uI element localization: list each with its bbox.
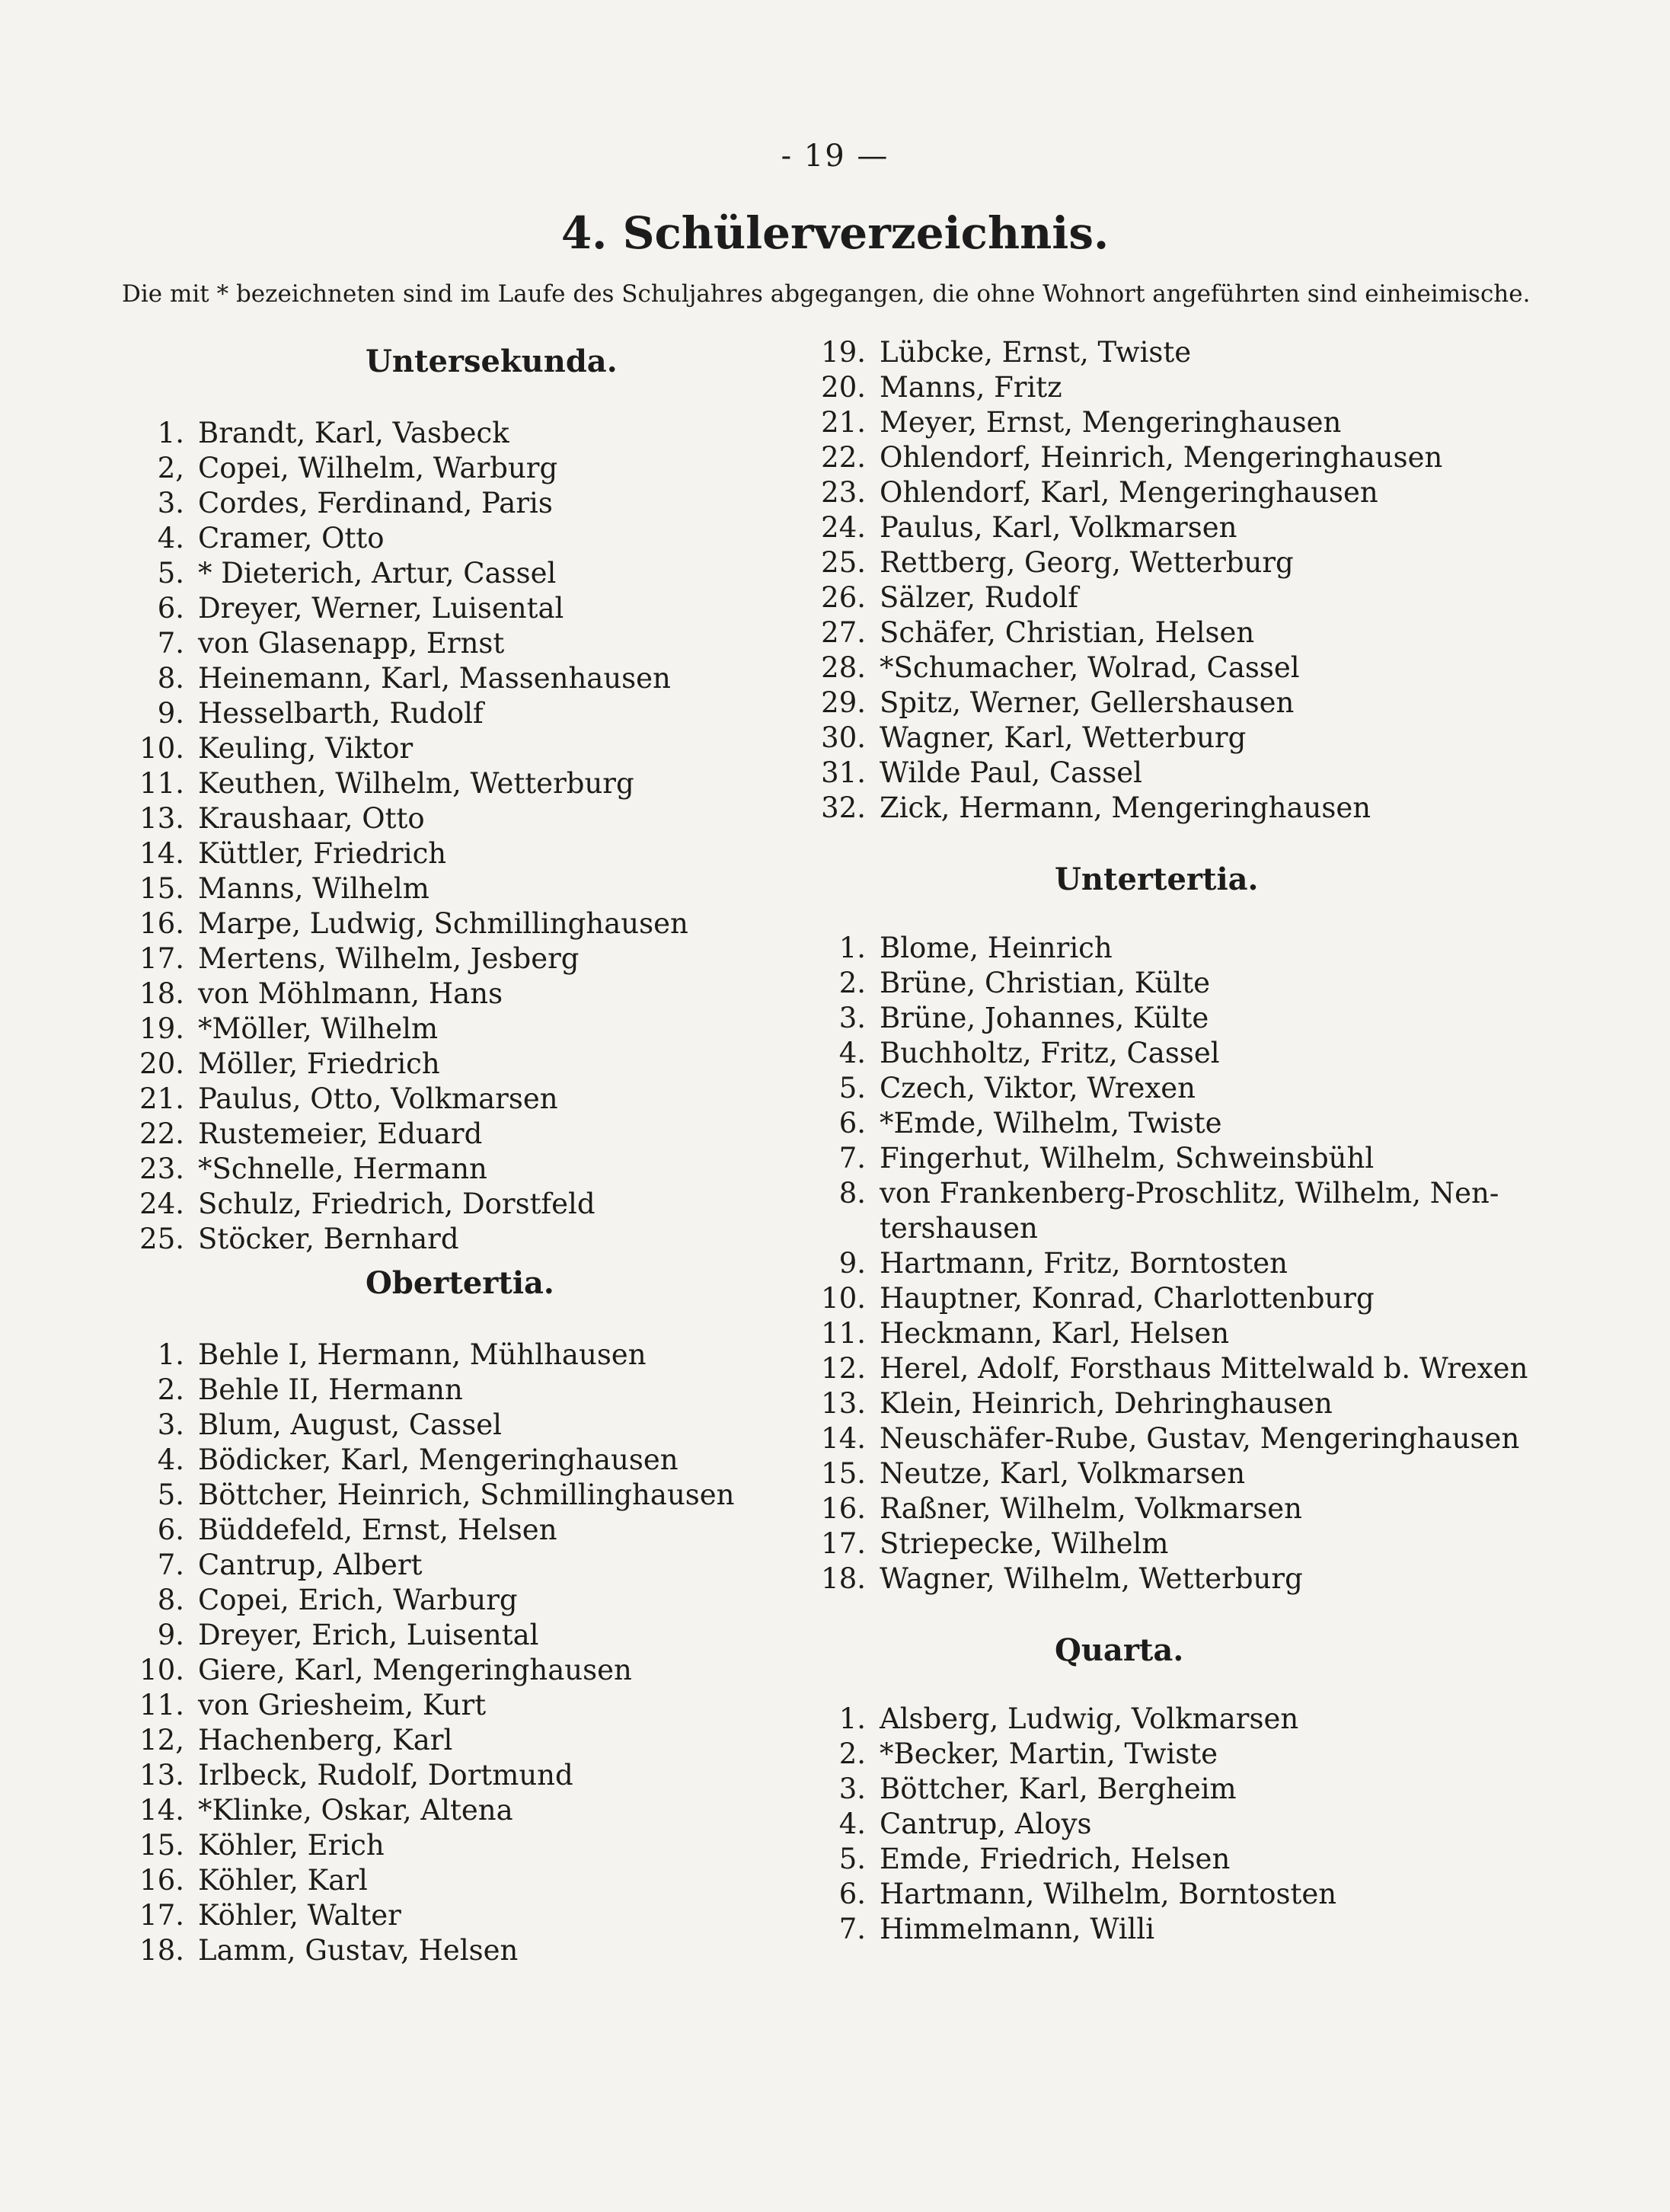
student-name: Behle II, Hermann [198,1373,463,1406]
entry-number: 3. [838,1772,866,1805]
entry-number: 4. [838,1037,866,1069]
entry-number: 26. [821,581,866,614]
student-name: Behle I, Hermann, Mühlhausen [198,1338,647,1371]
entry-number: 6. [157,592,184,625]
entry-number: 22. [821,441,866,474]
student-entry [122,521,792,556]
student-entry [122,1793,792,1828]
student-name: Schulz, Friedrich, Dorstfeld [198,1188,596,1220]
student-entry [803,1351,1528,1386]
student-entry [122,626,792,661]
student-name: Köhler, Walter [198,1899,401,1932]
entry-number: 10. [139,732,184,765]
entry-number: 13. [139,802,184,835]
student-entry [803,475,1504,510]
entry-number: 16. [821,1492,866,1525]
entry-number: 13. [821,1387,866,1420]
entry-number: 18. [139,977,184,1010]
student-name: Wagner, Wilhelm, Wetterburg [880,1562,1303,1595]
student-name: * Dieterich, Artur, Cassel [198,557,557,590]
student-entry [122,1408,792,1443]
entry-number: 3. [157,1408,184,1441]
student-entry [803,686,1504,721]
student-entry [122,556,792,591]
student-name: Ohlendorf, Karl, Mengeringhausen [880,476,1378,509]
class-heading: Obertertia. [366,1265,554,1301]
entry-number: 2. [838,1737,866,1770]
student-name: Heckmann, Karl, Helsen [880,1317,1230,1350]
entry-number: 2, [157,452,184,484]
student-name: Hachenberg, Karl [198,1724,453,1756]
student-name: Neuschäfer-Rube, Gustav, Mengeringhausen [880,1422,1520,1455]
entry-number: 16. [139,907,184,940]
footnote-legend: Die mit * bezeichneten sind im Laufe des Schuljahres abgegangen, die ohne Wohnort angeführten sind einheimische. [122,280,1531,308]
entry-number: 28. [821,651,866,684]
entry-number: 4. [157,522,184,555]
entry-number: 8. [157,662,184,695]
student-name: Mertens, Wilhelm, Jesberg [198,942,580,975]
student-name: Köhler, Erich [198,1829,385,1862]
student-name: Cramer, Otto [198,522,385,555]
student-name: Schäfer, Christian, Helsen [880,616,1255,649]
entry-number: 20. [139,1047,184,1080]
entry-number: 4. [838,1808,866,1840]
student-entry [803,440,1504,475]
student-name: Spitz, Werner, Gellershausen [880,686,1295,719]
student-name: von Möhlmann, Hans [198,977,503,1010]
student-name: *Klinke, Oskar, Altena [198,1794,513,1827]
entry-number: 29. [821,686,866,719]
student-entry [122,1618,792,1653]
student-name: Fingerhut, Wilhelm, Schweinsbühl [880,1142,1375,1175]
entry-number: 9. [838,1247,866,1280]
student-entry [122,941,792,977]
student-entry [803,1281,1504,1316]
student-entry [122,731,792,766]
student-entry [122,1478,792,1513]
student-name: von Glasenapp, Ernst [198,627,505,660]
entry-number: 9. [157,697,184,730]
student-name: Keuthen, Wilhelm, Wetterburg [198,767,634,800]
student-name: Raßner, Wilhelm, Volkmarsen [880,1492,1302,1525]
student-name: Himmelmann, Willi [880,1913,1155,1945]
entry-number: 25. [139,1223,184,1255]
entry-number: 3. [157,487,184,519]
class-heading: Quarta. [1055,1632,1184,1668]
student-name: *Schumacher, Wolrad, Cassel [880,651,1300,684]
student-name: Köhler, Karl [198,1864,368,1897]
student-entry [122,1653,792,1688]
student-entry [803,1001,1504,1036]
student-entry [803,1421,1520,1456]
student-name: Manns, Fritz [880,371,1062,404]
entry-number: 6. [838,1878,866,1910]
student-name: Irlbeck, Rudolf, Dortmund [198,1759,573,1792]
entry-number: 15. [821,1457,866,1490]
student-name: Kraushaar, Otto [198,802,425,835]
entry-number: 14. [821,1422,866,1455]
student-entry [122,1898,792,1933]
student-name: Zick, Hermann, Mengeringhausen [880,791,1371,824]
student-name: Giere, Karl, Mengeringhausen [198,1654,632,1686]
student-name: Böttcher, Karl, Bergheim [880,1772,1237,1805]
entry-number: 5. [157,1478,184,1511]
entry-number: 3. [838,1002,866,1034]
entry-number: 32. [821,791,866,824]
entry-number: 22. [139,1117,184,1150]
student-entry [803,1526,1504,1562]
entry-number: 14. [139,837,184,870]
student-name: Dreyer, Werner, Luisental [198,592,564,625]
student-entry [803,405,1504,440]
student-entry [122,1373,792,1408]
student-entry [122,1863,792,1898]
student-name: Hauptner, Konrad, Charlottenburg [880,1282,1375,1315]
student-entry [122,1933,792,1968]
entry-number: 9. [157,1619,184,1651]
entry-number: 5. [157,557,184,590]
entry-number: 1. [838,932,866,964]
entry-number: 13. [139,1759,184,1792]
entry-number: 4. [157,1443,184,1476]
student-name: Cordes, Ferdinand, Paris [198,487,553,519]
student-entry [803,650,1504,686]
entry-number: 21. [821,406,866,439]
student-entry [803,931,1504,966]
entry-number: 17. [139,1899,184,1932]
student-entry [803,1456,1504,1491]
student-name: Küttler, Friedrich [198,837,447,870]
student-entry [122,1548,792,1583]
entry-number: 24. [821,511,866,544]
student-name: Buchholtz, Fritz, Cassel [880,1037,1220,1069]
entry-number: 1. [157,1338,184,1371]
student-entry [122,696,792,731]
student-name: von Griesheim, Kurt [198,1689,487,1721]
student-entry [803,1491,1504,1526]
page-title: 4. Schülerverzeichnis. [560,207,1110,259]
student-name: Wagner, Karl, Wetterburg [880,721,1247,754]
student-name: Czech, Viktor, Wrexen [880,1072,1196,1104]
entry-number: 30. [821,721,866,754]
entry-number: 7. [838,1142,866,1175]
student-entry [122,836,792,871]
entry-number: 1. [157,417,184,449]
student-entry [122,766,792,801]
student-name: Marpe, Ludwig, Schmillinghausen [198,907,688,940]
student-entry [803,1386,1504,1421]
student-name-continuation: tershausen [880,1212,1038,1245]
student-name: Ohlendorf, Heinrich, Mengeringhausen [880,441,1443,474]
student-name: Herel, Adolf, Forsthaus Mittelwald b. Wrexen [880,1352,1528,1385]
entry-number: 1. [838,1702,866,1735]
entry-number: 11. [139,1689,184,1721]
student-name: *Möller, Wilhelm [198,1012,439,1045]
student-entry [122,1117,792,1152]
entry-number: 21. [139,1082,184,1115]
entry-number: 2. [838,967,866,999]
student-entry [122,1222,792,1257]
student-entry [803,1246,1504,1281]
student-name: Copei, Erich, Warburg [198,1584,518,1616]
student-name: Blome, Heinrich [880,932,1113,964]
student-name: Rettberg, Georg, Wetterburg [880,546,1294,579]
student-name: Brüne, Johannes, Külte [880,1002,1209,1034]
student-name: Meyer, Ernst, Mengeringhausen [880,406,1342,439]
student-entry [122,871,792,906]
student-entry [803,1176,1504,1211]
student-entry [803,1702,1504,1737]
entry-number: 5. [838,1843,866,1875]
student-entry [122,1513,792,1548]
entry-number: 11. [821,1317,866,1350]
student-entry [122,906,792,941]
student-entry [803,1071,1504,1106]
student-entry [803,370,1504,405]
entry-number: 23. [139,1152,184,1185]
entry-number: 5. [838,1072,866,1104]
student-entry [122,1187,792,1222]
entry-number: 18. [139,1934,184,1967]
entry-number: 7. [157,1549,184,1581]
entry-number: 7. [157,627,184,660]
entry-number: 17. [139,942,184,975]
student-entry [803,1562,1504,1597]
student-entry [122,977,792,1012]
entry-number: 19. [821,336,866,369]
entry-number: 15. [139,872,184,905]
student-name: Manns, Wilhelm [198,872,429,905]
student-name: Cantrup, Aloys [880,1808,1092,1840]
student-name: Böttcher, Heinrich, Schmillinghausen [198,1478,735,1511]
entry-number: 11. [139,767,184,800]
student-name: Cantrup, Albert [198,1549,423,1581]
entry-number: 6. [157,1514,184,1546]
entry-number: 18. [821,1562,866,1595]
student-entry [122,1152,792,1187]
student-name: Brüne, Christian, Külte [880,967,1210,999]
student-entry [803,1772,1504,1807]
student-entry [122,661,792,696]
entry-number: 16. [139,1864,184,1897]
left-column [122,335,792,1968]
entry-number: 19. [139,1012,184,1045]
student-entry [122,1012,792,1047]
student-name: Dreyer, Erich, Luisental [198,1619,539,1651]
student-entry [803,721,1504,756]
student-entry [122,1443,792,1478]
student-name: Sälzer, Rudolf [880,581,1078,614]
entry-number: 8. [838,1177,866,1210]
student-entry [803,1912,1504,1947]
student-name: von Frankenberg-Proschlitz, Wilhelm, Nen- [880,1177,1499,1210]
entry-number: 12. [821,1352,866,1385]
class-heading: Untersekunda. [366,344,618,379]
student-name: Hesselbarth, Rudolf [198,697,484,730]
student-entry [122,451,792,486]
entry-number: 27. [821,616,866,649]
student-name: Copei, Wilhelm, Warburg [198,452,558,484]
student-entry [803,1316,1504,1351]
student-entry [122,1688,792,1723]
entry-number: 10. [139,1654,184,1686]
student-entry [122,1082,792,1117]
entry-number: 2. [157,1373,184,1406]
student-entry [803,545,1504,580]
entry-number: 25. [821,546,866,579]
student-name: Hartmann, Fritz, Borntosten [880,1247,1288,1280]
student-name: Büddefeld, Ernst, Helsen [198,1514,557,1546]
student-name: *Emde, Wilhelm, Twiste [880,1107,1222,1140]
student-name: Stöcker, Bernhard [198,1223,459,1255]
student-entry-continuation [803,1211,1504,1246]
entry-number: 8. [157,1584,184,1616]
student-entry [803,1106,1504,1141]
entry-number: 12, [139,1724,184,1756]
student-name: Bödicker, Karl, Mengeringhausen [198,1443,679,1476]
student-name: Möller, Friedrich [198,1047,440,1080]
student-name: *Schnelle, Hermann [198,1152,487,1185]
entry-number: 10. [821,1282,866,1315]
student-name: Hartmann, Wilhelm, Borntosten [880,1878,1337,1910]
student-entry [803,335,1504,370]
student-entry [122,416,792,451]
student-entry [122,1338,792,1373]
student-name: Neutze, Karl, Volkmarsen [880,1457,1246,1490]
entry-number: 6. [838,1107,866,1140]
student-name: Paulus, Karl, Volkmarsen [880,511,1237,544]
student-entry [803,1141,1504,1176]
student-name: Alsberg, Ludwig, Volkmarsen [880,1702,1299,1735]
student-entry [803,510,1504,545]
entry-number: 15. [139,1829,184,1862]
student-entry [122,1758,792,1793]
student-entry [122,1583,792,1618]
student-entry [803,1036,1504,1071]
student-name: Emde, Friedrich, Helsen [880,1843,1231,1875]
student-name: Lamm, Gustav, Helsen [198,1934,519,1967]
student-entry [803,1842,1504,1877]
entry-number: 31. [821,756,866,789]
student-name: Brandt, Karl, Vasbeck [198,417,509,449]
student-name: Wilde Paul, Cassel [880,756,1142,789]
right-column [803,335,1528,1947]
student-entry [803,1737,1504,1772]
student-entry [803,791,1504,826]
student-entry [803,615,1504,650]
student-name: Klein, Heinrich, Dehringhausen [880,1387,1333,1420]
student-entry [122,591,792,626]
student-name: *Becker, Martin, Twiste [880,1737,1218,1770]
entry-number: 20. [821,371,866,404]
student-entry [803,756,1504,791]
student-name: Keuling, Viktor [198,732,414,765]
student-entry [122,1828,792,1863]
page-number: - 19 — [781,139,889,174]
student-name: Paulus, Otto, Volkmarsen [198,1082,558,1115]
student-name: Rustemeier, Eduard [198,1117,483,1150]
student-name: Heinemann, Karl, Massenhausen [198,662,671,695]
entry-number: 14. [139,1794,184,1827]
student-name: Blum, August, Cassel [198,1408,502,1441]
student-entry [122,486,792,521]
class-heading: Untertertia. [1055,861,1259,897]
entry-number: 7. [838,1913,866,1945]
entry-number: 17. [821,1527,866,1560]
student-name: Lübcke, Ernst, Twiste [880,336,1192,369]
student-entry [122,1047,792,1082]
student-entry [122,1723,792,1758]
student-entry [803,580,1504,615]
entry-number: 24. [139,1188,184,1220]
student-name: Striepecke, Wilhelm [880,1527,1169,1560]
student-entry [803,1877,1504,1912]
student-entry [803,1807,1504,1842]
student-entry [122,801,792,836]
student-entry [803,966,1504,1001]
entry-number: 23. [821,476,866,509]
